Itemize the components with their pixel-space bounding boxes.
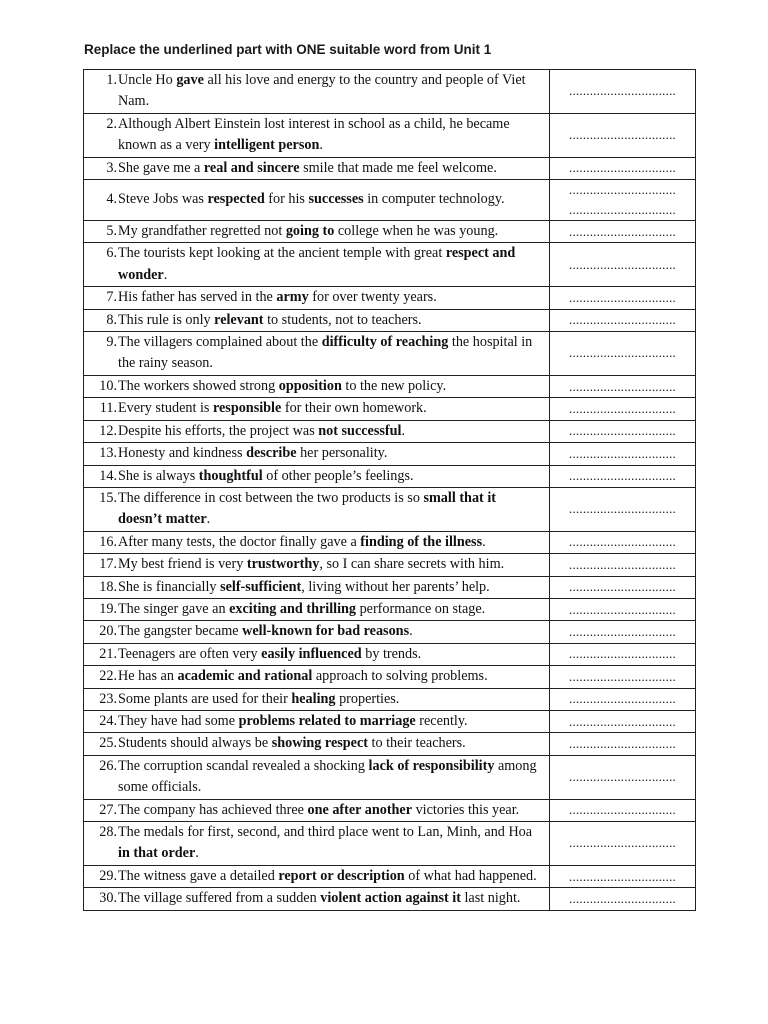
table-row: [84, 487, 696, 531]
sentence-fragment: After many tests, the doctor finally gave a: [118, 533, 361, 550]
target-phrase: not successful: [318, 422, 402, 439]
target-phrase: respected: [207, 191, 265, 208]
sentence-fragment: .: [163, 266, 168, 283]
sentence-fragment: all his love and energy to the country and people of Viet Nam.: [118, 72, 526, 110]
answer-blank[interactable]: ...............................: [569, 691, 676, 707]
question-cell: [84, 398, 550, 420]
answer-cell[interactable]: [550, 666, 696, 688]
sentence-fragment: among some officials.: [118, 757, 537, 796]
question-cell: [84, 621, 550, 643]
sentence-fragment: approach to solving problems.: [312, 668, 488, 685]
answer-blank[interactable]: ...............................: [569, 256, 676, 272]
item-number: 28.: [99, 824, 117, 840]
table-row: [84, 113, 696, 157]
item-number: 27.: [99, 801, 117, 818]
table-row: [84, 822, 696, 866]
answer-cell[interactable]: [550, 309, 696, 331]
answer-blank[interactable]: ...............................: [569, 289, 676, 305]
question-cell: [84, 420, 550, 442]
answer-blank[interactable]: ...............................: [569, 769, 676, 785]
sentence-fragment: .: [195, 845, 199, 862]
sentence-text: [117, 689, 543, 710]
table-row: [84, 180, 696, 221]
answer-blank[interactable]: ...............................: [569, 579, 676, 595]
sentence-fragment: for over twenty years.: [308, 289, 437, 306]
answer-cell[interactable]: [550, 554, 696, 576]
question-cell: [84, 157, 550, 179]
answer-cell[interactable]: [550, 710, 696, 732]
sentence-fragment: .: [482, 533, 486, 550]
exercise-rows: [84, 70, 696, 911]
sentence-fragment: My best friend is very: [118, 556, 247, 573]
sentence-text: [117, 621, 543, 642]
question-cell: [84, 822, 550, 866]
question-cell: [84, 643, 550, 665]
answer-cell[interactable]: [550, 180, 696, 221]
item-number: 6.: [106, 245, 117, 262]
table-row: [84, 666, 696, 688]
item-number: 17.: [99, 556, 117, 573]
sentence-text: [117, 800, 543, 821]
answer-cell[interactable]: [550, 70, 696, 114]
sentence-fragment: college when he was young.: [334, 223, 499, 240]
sentence-fragment: to students, not to teachers.: [263, 311, 422, 328]
target-phrase: easily influenced: [261, 645, 362, 662]
table-row: [84, 465, 696, 487]
answer-cell[interactable]: [550, 688, 696, 710]
sentence-fragment: His father has served in the: [118, 289, 277, 306]
answer-blank[interactable]: ...............................: [569, 127, 676, 143]
target-phrase: finding of the illness: [360, 533, 483, 550]
sentence-text: [117, 866, 543, 887]
answer-cell[interactable]: [550, 621, 696, 643]
answer-blank[interactable]: ...............................: [569, 624, 676, 640]
question-cell: [84, 487, 550, 531]
sentence-fragment: of other people’s feelings.: [262, 467, 414, 484]
table-row: [84, 710, 696, 732]
item-number: 29.: [99, 867, 117, 884]
sentence-fragment: The villagers complained about the: [118, 334, 322, 351]
sentence-fragment: in computer technology.: [363, 191, 505, 208]
answer-cell[interactable]: [550, 733, 696, 755]
sentence-text: [117, 243, 543, 286]
sentence-fragment: smile that made me feel welcome.: [299, 159, 497, 176]
question-cell: [84, 70, 550, 114]
target-phrase: trustworthy: [246, 556, 320, 573]
answer-cell[interactable]: [550, 822, 696, 866]
target-phrase: showing respect: [271, 735, 368, 752]
question-cell: [84, 375, 550, 397]
sentence-text: [117, 114, 543, 157]
target-phrase: successes: [308, 191, 364, 208]
table-row: [84, 554, 696, 576]
question-cell: [84, 332, 550, 376]
answer-cell[interactable]: [550, 799, 696, 821]
sentence-fragment: Teenagers are often very: [118, 645, 262, 662]
sentence-text: [117, 376, 543, 397]
sentence-fragment: Despite his efforts, the project was: [118, 422, 319, 439]
table-row: [84, 688, 696, 710]
answer-cell[interactable]: [550, 865, 696, 887]
question-cell: [84, 554, 550, 576]
sentence-fragment: The witness gave a detailed: [118, 867, 279, 884]
item-number: 21.: [99, 645, 117, 662]
sentence-text: [117, 733, 543, 754]
item-number: 10.: [99, 377, 117, 394]
item-number: 22.: [99, 668, 117, 685]
item-number: 4.: [106, 191, 117, 208]
item-number: 15.: [99, 489, 117, 506]
answer-cell[interactable]: [550, 375, 696, 397]
answer-blank[interactable]: ...............................: [569, 556, 676, 572]
question-cell: [84, 865, 550, 887]
answer-cell[interactable]: [550, 465, 696, 487]
answer-blank[interactable]: ...............................: [569, 713, 676, 729]
exercise-table: [83, 69, 696, 911]
sentence-fragment: , so I can share secrets with him.: [319, 556, 505, 573]
sentence-fragment: Steve Jobs was: [118, 191, 208, 208]
target-phrase: one after another: [307, 801, 413, 818]
item-number: 2.: [106, 115, 117, 132]
target-phrase: in that order: [118, 845, 196, 862]
sentence-text: [117, 756, 543, 799]
question-cell: [84, 180, 550, 221]
answer-blank[interactable]: ...............................: [569, 83, 676, 99]
sentence-text: [117, 221, 543, 242]
target-phrase: respect and wonder: [118, 245, 516, 283]
target-phrase: healing: [291, 690, 336, 707]
item-number: 24.: [99, 712, 117, 729]
table-row: [84, 755, 696, 799]
sentence-fragment: She is financially: [118, 578, 221, 595]
item-number: 23.: [99, 690, 117, 707]
sentence-fragment: properties.: [335, 690, 400, 707]
item-number: 26.: [99, 757, 117, 774]
answer-blank[interactable]: ...............................: [569, 802, 676, 818]
target-phrase: relevant: [214, 311, 264, 328]
sentence-fragment: She gave me a: [118, 159, 204, 176]
item-number: 3.: [106, 159, 117, 176]
target-phrase: well-known for bad reasons: [242, 623, 410, 640]
target-phrase: describe: [246, 445, 297, 462]
answer-blank[interactable]: ...............................: [569, 160, 676, 176]
target-phrase: opposition: [278, 377, 342, 394]
sentence-fragment: for his: [264, 191, 309, 208]
table-row: [84, 332, 696, 376]
target-phrase: exciting and thrilling: [229, 600, 357, 617]
question-cell: [84, 710, 550, 732]
sentence-text: [117, 466, 543, 487]
question-cell: [84, 755, 550, 799]
answer-blank[interactable]: ...............................: [569, 223, 676, 239]
sentence-text: [117, 310, 543, 331]
question-cell: [84, 243, 550, 287]
sentence-text: [117, 577, 543, 598]
answer-cell[interactable]: [550, 531, 696, 553]
sentence-text: [117, 644, 543, 665]
answer-blank[interactable]: ...............................: [569, 445, 676, 461]
item-number: 11.: [99, 400, 117, 417]
item-number: 14.: [99, 467, 117, 484]
answer-blank[interactable]: ...............................: [569, 890, 676, 906]
sentence-fragment: The difference in cost between the two products is so: [118, 489, 424, 506]
table-row: [84, 309, 696, 331]
sentence-fragment: Some plants are used for their: [118, 690, 292, 707]
sentence-fragment: He has an: [118, 668, 178, 685]
table-row: [84, 643, 696, 665]
table-row: [84, 621, 696, 643]
item-number: 13.: [99, 445, 117, 462]
sentence-text: [117, 532, 543, 553]
sentence-fragment: by trends.: [361, 645, 422, 662]
answer-cell[interactable]: [550, 287, 696, 309]
item-number: 20.: [99, 623, 117, 640]
sentence-fragment: .: [206, 511, 211, 528]
target-phrase: small that it doesn’t matter: [118, 489, 496, 528]
target-phrase: academic and rational: [177, 668, 313, 685]
sentence-text: [117, 711, 543, 732]
table-row: [84, 420, 696, 442]
item-number: 8.: [106, 311, 117, 328]
answer-cell[interactable]: [550, 888, 696, 910]
answer-blank[interactable]: ...............................: [569, 835, 676, 851]
sentence-fragment: .: [319, 137, 323, 154]
answer-blank[interactable]: ...............................: [569, 736, 676, 752]
answer-blank[interactable]: ...............................: [569, 400, 676, 416]
answer-cell[interactable]: [550, 221, 696, 243]
sentence-fragment: , living without her parents’ help.: [301, 578, 490, 595]
sentence-fragment: The tourists kept looking at the ancient temple with great: [118, 245, 446, 262]
sentence-fragment: .: [401, 422, 405, 439]
target-phrase: army: [276, 289, 309, 306]
item-number: 7.: [106, 289, 117, 306]
sentence-text: [117, 822, 543, 865]
question-cell: [84, 287, 550, 309]
sentence-fragment: last night.: [460, 890, 521, 907]
question-cell: [84, 666, 550, 688]
target-phrase: going to: [285, 223, 335, 240]
answer-cell[interactable]: [550, 332, 696, 376]
sentence-fragment: to their teachers.: [367, 735, 466, 752]
sentence-text: [117, 666, 543, 687]
question-cell: [84, 443, 550, 465]
answer-cell[interactable]: [550, 243, 696, 287]
table-row: [84, 865, 696, 887]
answer-blank[interactable]: ...............................: [569, 312, 676, 328]
sentence-fragment: for their own homework.: [281, 400, 427, 417]
sentence-fragment: of what had happened.: [404, 867, 537, 884]
answer-blank[interactable]: ...............................: [569, 501, 676, 517]
sentence-text: [117, 189, 543, 210]
item-number: 25.: [99, 735, 117, 752]
answer-blank[interactable]: ...............................: [569, 534, 676, 550]
target-phrase: real and sincere: [203, 159, 300, 176]
sentence-text: [117, 287, 543, 308]
target-phrase: responsible: [212, 400, 282, 417]
sentence-text: [117, 158, 543, 179]
sentence-text: [117, 332, 543, 375]
answer-blank[interactable]: ...............................: [569, 378, 676, 394]
answer-cell[interactable]: [550, 755, 696, 799]
question-cell: [84, 799, 550, 821]
table-row: [84, 799, 696, 821]
sentence-fragment: Students should always be: [118, 735, 272, 752]
question-cell: [84, 733, 550, 755]
sentence-fragment: performance on stage.: [356, 600, 486, 617]
sentence-fragment: The company has achieved three: [118, 801, 308, 818]
sentence-fragment: her personality.: [296, 445, 388, 462]
table-row: [84, 157, 696, 179]
worksheet-title: Replace the underlined part with ONE suitable word from Unit 1: [84, 42, 492, 57]
sentence-text: [117, 70, 543, 113]
sentence-fragment: The village suffered from a sudden: [118, 890, 321, 907]
sentence-fragment: They have had some: [118, 712, 239, 729]
sentence-fragment: The workers showed strong: [118, 377, 279, 394]
sentence-fragment: Uncle Ho: [118, 72, 177, 88]
sentence-text: [117, 554, 543, 575]
table-row: [84, 375, 696, 397]
sentence-text: [117, 443, 543, 464]
sentence-text: [117, 421, 543, 442]
sentence-fragment: Although Albert Einstein lost interest in school as a child, he became known as a very: [118, 115, 510, 154]
answer-blank[interactable]: ...............................: [569, 868, 676, 884]
answer-cell[interactable]: [550, 113, 696, 157]
target-phrase: intelligent person: [214, 137, 320, 154]
answer-blank[interactable]: ...............................: [569, 202, 676, 218]
target-phrase: difficulty of reaching: [321, 334, 449, 351]
target-phrase: gave: [176, 72, 204, 88]
table-row: [84, 888, 696, 910]
answer-blank[interactable]: ...............................: [569, 601, 676, 617]
item-number: 30.: [99, 890, 117, 907]
question-cell: [84, 221, 550, 243]
sentence-fragment: .: [409, 623, 413, 640]
question-cell: [84, 113, 550, 157]
answer-blank[interactable]: ...............................: [569, 646, 676, 662]
table-row: [84, 733, 696, 755]
sentence-fragment: the hospital in the rainy season.: [118, 334, 533, 372]
question-cell: [84, 888, 550, 910]
sentence-fragment: The medals for first, second, and third place went to Lan, Minh, and Hoa: [118, 824, 533, 840]
item-number: 5.: [106, 223, 117, 240]
sentence-fragment: The corruption scandal revealed a shocking: [118, 757, 369, 774]
answer-cell[interactable]: [550, 576, 696, 598]
sentence-text: [117, 398, 543, 419]
sentence-text: [117, 599, 543, 620]
sentence-fragment: Honesty and kindness: [118, 445, 247, 462]
table-row: [84, 576, 696, 598]
answer-cell[interactable]: [550, 487, 696, 531]
sentence-fragment: She is always: [118, 467, 199, 484]
target-phrase: violent action against it: [320, 890, 461, 907]
question-cell: [84, 531, 550, 553]
table-row: [84, 70, 696, 114]
question-cell: [84, 465, 550, 487]
question-cell: [84, 688, 550, 710]
item-number: 1.: [106, 72, 117, 88]
sentence-fragment: This rule is only: [118, 311, 215, 328]
answer-cell[interactable]: [550, 598, 696, 620]
question-cell: [84, 576, 550, 598]
sentence-fragment: The singer gave an: [118, 600, 230, 617]
target-phrase: lack of responsibility: [368, 757, 495, 774]
answer-cell[interactable]: [550, 157, 696, 179]
table-row: [84, 598, 696, 620]
item-number: 18.: [99, 578, 117, 595]
target-phrase: problems related to marriage: [238, 712, 416, 729]
sentence-fragment: Every student is: [118, 400, 213, 417]
item-number: 9.: [106, 334, 117, 351]
table-row: [84, 221, 696, 243]
answer-cell[interactable]: [550, 443, 696, 465]
answer-blank[interactable]: ...............................: [569, 668, 676, 684]
sentence-fragment: The gangster became: [118, 623, 243, 640]
item-number: 16.: [99, 533, 117, 550]
table-row: [84, 287, 696, 309]
sentence-text: [117, 488, 543, 531]
sentence-fragment: My grandfather regretted not: [118, 223, 286, 240]
table-row: [84, 243, 696, 287]
answer-blank[interactable]: ...............................: [569, 423, 676, 439]
target-phrase: self-sufficient: [220, 578, 302, 595]
answer-cell[interactable]: [550, 643, 696, 665]
question-cell: [84, 309, 550, 331]
target-phrase: thoughtful: [198, 467, 263, 484]
target-phrase: report or description: [278, 867, 405, 884]
sentence-fragment: to the new policy.: [341, 377, 447, 394]
item-number: 12.: [99, 422, 117, 439]
answer-blank[interactable]: ...............................: [569, 345, 676, 361]
answer-cell[interactable]: [550, 398, 696, 420]
item-number: 19.: [99, 600, 117, 617]
table-row: [84, 398, 696, 420]
table-row: [84, 531, 696, 553]
answer-blank[interactable]: ...............................: [569, 468, 676, 484]
table-row: [84, 443, 696, 465]
sentence-fragment: victories this year.: [412, 801, 520, 818]
answer-cell[interactable]: [550, 420, 696, 442]
answer-blank[interactable]: ...............................: [569, 182, 676, 198]
sentence-text: [117, 888, 543, 909]
sentence-fragment: recently.: [415, 712, 468, 729]
question-cell: [84, 598, 550, 620]
